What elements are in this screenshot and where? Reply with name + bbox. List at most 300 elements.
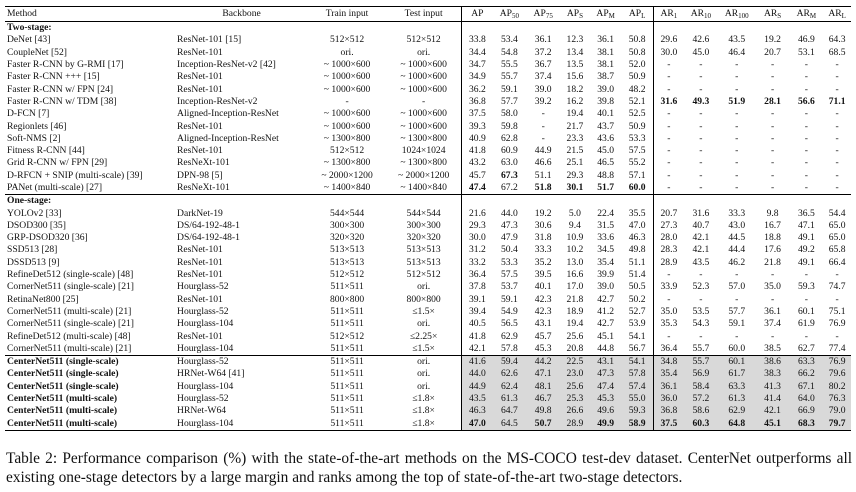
table-row — [5, 368, 851, 380]
results-table-container — [5, 6, 851, 431]
metric-cell: - — [835, 108, 839, 120]
backbone-cell: Hourglass-104 — [177, 318, 234, 330]
test-input-cell: ~ 1300×800 — [400, 157, 447, 169]
metric-cell: 62.4 — [492, 381, 526, 393]
metric-cell: 42.1 — [756, 405, 790, 417]
train-input-cell: ~ 1000×600 — [323, 108, 371, 120]
column-header: Backbone — [175, 7, 308, 22]
metric-cell: 39.5 — [534, 269, 552, 281]
test-input-cell: 320×320 — [406, 232, 441, 244]
table-body — [5, 22, 851, 431]
metric-cell: 56.9 — [684, 368, 718, 380]
metric-cell: 49.8 — [526, 405, 560, 417]
train-input-cell: 511×511 — [330, 393, 364, 405]
table-row — [5, 232, 851, 244]
metric-cell: 21.7 — [566, 120, 584, 132]
metric-cell: 37.5 — [462, 108, 493, 120]
train-input-cell: ~ 1000×600 — [323, 120, 371, 132]
metric-cell: - — [804, 293, 808, 305]
metric-cell: 28.3 — [653, 244, 684, 256]
metric-cell: 17.6 — [764, 244, 781, 256]
metric-cell: 20.7 — [653, 207, 684, 219]
metric-cell: - — [653, 294, 684, 306]
metric-cell: 57.8 — [500, 342, 518, 354]
metric-cell: 56.5 — [500, 318, 518, 330]
metric-cell: - — [699, 157, 703, 169]
column-header: $AP_L$ — [622, 7, 654, 22]
metric-cell: 42.3 — [534, 293, 552, 305]
metric-cell: 13.5 — [566, 59, 584, 71]
metric-cell: 63.0 — [500, 157, 518, 169]
metric-cell: 47.0 — [462, 418, 493, 431]
backbone-cell: HRNet-W64 [41] — [177, 368, 245, 380]
train-input-cell: 512×512 — [329, 269, 365, 281]
metric-cell: - — [541, 120, 545, 132]
metric-cell: - — [653, 120, 684, 132]
metric-cell: - — [699, 83, 703, 95]
metric-cell: 20.8 — [566, 342, 584, 354]
backbone-cell: Hourglass-52 — [177, 305, 229, 317]
metric-cell: 28.1 — [764, 95, 781, 107]
metric-cell: 44.0 — [462, 368, 493, 380]
metric-cell: 57.7 — [728, 305, 746, 317]
method-cell: RetinaNet800 [25] — [7, 293, 79, 305]
backbone-cell: Hourglass-52 — [175, 356, 308, 369]
metric-cell: 46.6 — [534, 157, 552, 169]
metric-cell: 55.2 — [628, 157, 646, 169]
backbone-cell: Hourglass-104 — [177, 380, 234, 392]
metric-cell: 45.7 — [534, 330, 552, 342]
metric-cell: 47.4 — [462, 182, 493, 195]
metric-cell: 61.7 — [718, 368, 756, 380]
metric-cell: 52.7 — [628, 305, 646, 317]
metric-cell: 43.0 — [728, 219, 746, 231]
column-header: Test input — [386, 7, 462, 22]
train-input-cell: 511×511 — [330, 318, 364, 330]
metric-cell: 55.5 — [500, 59, 518, 71]
metric-cell: 67.3 — [500, 169, 518, 181]
metric-cell: 58.4 — [684, 381, 718, 393]
table-row — [5, 393, 851, 405]
metric-cell: - — [770, 330, 775, 342]
metric-cell: 44.2 — [526, 356, 560, 369]
test-input-cell: ~ 1400×840 — [400, 182, 447, 193]
metric-cell: 9.8 — [766, 207, 779, 219]
backbone-cell: Hourglass-52 — [177, 281, 229, 293]
column-header: Method — [5, 7, 175, 22]
metric-cell: 33.8 — [462, 34, 493, 46]
metric-cell: 40.1 — [597, 108, 615, 120]
metric-cell: - — [804, 59, 808, 71]
backbone-cell: HRNet-W64 — [177, 405, 227, 417]
metric-cell: 29.6 — [653, 34, 684, 46]
metric-cell: 21.8 — [566, 293, 584, 305]
method-cell: Faster R-CNN w/ TDM [38] — [7, 95, 117, 107]
method-cell: CenterNet511 (single-scale) — [7, 368, 119, 380]
table-row — [5, 269, 851, 281]
empty-cell — [789, 22, 823, 35]
metric-cell: 10.9 — [566, 232, 584, 244]
metric-cell: - — [770, 59, 775, 71]
table-row — [5, 257, 851, 269]
metric-cell: 18.9 — [566, 305, 584, 317]
metric-cell: 57.7 — [500, 95, 518, 107]
metric-cell: 59.4 — [492, 356, 526, 369]
table-row — [5, 108, 851, 120]
metric-cell: - — [653, 71, 684, 83]
train-input-cell: 512×512 — [329, 34, 365, 46]
section-title: Two-stage: — [7, 22, 52, 34]
metric-cell: 44.9 — [462, 381, 493, 393]
table-row — [5, 220, 851, 232]
metric-cell: 49.2 — [797, 244, 815, 256]
train-input-cell: ~ 1300×800 — [323, 132, 371, 144]
metric-cell: 59.3 — [622, 405, 654, 417]
test-input-cell: ~ 2000×1200 — [397, 169, 450, 181]
metric-cell: 41.8 — [462, 330, 493, 342]
method-cell: CoupleNet [52] — [7, 46, 67, 58]
metric-cell: 38.1 — [597, 46, 615, 58]
metric-cell: 33.2 — [462, 257, 493, 269]
metric-cell: 60.1 — [718, 356, 756, 369]
metric-cell: - — [835, 157, 839, 169]
metric-cell: 22.4 — [597, 207, 615, 219]
metric-cell: 42.1 — [462, 343, 493, 356]
column-header: Train input — [308, 7, 386, 22]
metric-cell: - — [653, 83, 684, 95]
metric-cell: 17.0 — [566, 281, 584, 293]
empty-cell — [462, 22, 493, 35]
metric-cell: 61.9 — [797, 318, 815, 330]
metric-cell: - — [804, 182, 808, 193]
test-input-cell: ~ 1000×600 — [400, 108, 447, 120]
metric-cell: - — [835, 83, 839, 95]
train-input-cell: 511×511 — [308, 356, 386, 369]
backbone-cell: Inception-ResNet-v2 — [177, 95, 258, 107]
metric-cell: 39.3 — [462, 120, 493, 132]
metric-cell: 33.6 — [597, 232, 615, 244]
metric-cell: - — [804, 330, 808, 342]
method-cell: CornerNet511 (multi-scale) [21] — [7, 342, 132, 354]
metric-cell: 36.1 — [653, 381, 684, 393]
metric-cell: 51.1 — [628, 256, 646, 268]
table-row — [5, 405, 851, 417]
metric-cell: 68.3 — [789, 418, 823, 431]
metric-cell: 16.2 — [566, 95, 584, 107]
metric-cell: 45.0 — [692, 46, 710, 58]
table-row — [5, 306, 851, 318]
method-cell: Soft-NMS [2] — [7, 132, 61, 144]
metric-cell: - — [541, 132, 545, 144]
backbone-cell: Aligned-Inception-ResNet — [177, 108, 279, 120]
metric-cell: 42.3 — [534, 305, 552, 317]
column-header: $AP_{75}$ — [526, 7, 560, 22]
metric-cell: 36.1 — [597, 34, 615, 46]
column-header: $AR_S$ — [756, 7, 790, 22]
metric-cell: 31.6 — [653, 96, 684, 108]
metric-cell: 45.7 — [462, 170, 493, 182]
metric-cell: 71.1 — [828, 95, 846, 107]
empty-cell — [590, 195, 622, 208]
metric-cell: 45.0 — [597, 145, 615, 157]
metric-cell: 56.7 — [628, 342, 646, 354]
metric-cell: 37.5 — [653, 418, 684, 431]
column-header: AP — [462, 7, 493, 22]
metric-cell: 60.0 — [728, 342, 746, 354]
train-input-cell: 511×511 — [308, 418, 386, 431]
method-cell: SSD513 [28] — [7, 244, 58, 256]
metric-cell: 58.0 — [500, 108, 518, 120]
metric-cell: 33.9 — [653, 281, 684, 293]
metric-cell: 59.8 — [500, 120, 518, 132]
metric-cell: - — [804, 145, 808, 157]
method-cell: DeNet [43] — [7, 34, 51, 46]
test-input-cell: ~ 1000×600 — [400, 71, 447, 83]
metric-cell: 25.6 — [560, 381, 590, 393]
train-input-cell: 544×544 — [329, 207, 365, 219]
metric-cell: - — [653, 330, 684, 342]
empty-cell — [492, 195, 526, 208]
backbone-cell: ResNet-101 — [177, 145, 223, 157]
metric-cell: 41.8 — [462, 145, 493, 157]
table-row — [5, 418, 851, 431]
metric-cell: 46.3 — [628, 232, 646, 244]
backbone-cell: DS/64-192-48-1 — [177, 232, 240, 244]
backbone-cell: ResNeXt-101 — [177, 157, 230, 169]
metric-cell: 30.6 — [534, 219, 552, 231]
metric-cell: 31.8 — [534, 232, 552, 244]
metric-cell: - — [835, 182, 839, 193]
metric-cell: 45.1 — [597, 330, 615, 342]
metric-cell: 51.4 — [628, 269, 646, 281]
metric-cell: 52.5 — [628, 108, 646, 120]
test-input-cell: 800×800 — [406, 293, 441, 305]
empty-cell — [789, 195, 823, 208]
table-row — [5, 47, 851, 59]
metric-cell: 28.0 — [653, 232, 684, 244]
table-row — [5, 96, 851, 108]
metric-cell: 31.6 — [692, 207, 710, 219]
metric-cell: - — [699, 132, 703, 144]
metric-cell: 36.2 — [462, 83, 493, 95]
metric-cell: - — [699, 182, 703, 193]
table-row — [5, 294, 851, 306]
metric-cell: - — [735, 145, 739, 157]
column-header: $AR_M$ — [789, 7, 823, 22]
metric-cell: 47.3 — [590, 368, 622, 380]
table-row — [5, 59, 851, 71]
train-input-cell: 512×512 — [329, 145, 365, 157]
metric-cell: 15.6 — [566, 71, 584, 83]
metric-cell: 43.1 — [590, 356, 622, 369]
metric-cell: 63.3 — [789, 356, 823, 369]
test-input-cell: 512×512 — [406, 269, 441, 281]
metric-cell: 34.9 — [462, 71, 493, 83]
metric-cell: 51.7 — [597, 182, 615, 193]
metric-cell: 30.0 — [462, 232, 493, 244]
train-input-cell: 511×511 — [330, 380, 364, 392]
train-input-cell: 513×513 — [329, 244, 365, 256]
empty-cell — [462, 195, 493, 208]
method-cell: DSOD300 [35] — [7, 219, 66, 231]
metric-cell: 55.0 — [622, 393, 654, 405]
metric-cell: 57.5 — [500, 269, 518, 281]
metric-cell: 36.4 — [653, 343, 684, 356]
train-input-cell: ori. — [340, 46, 354, 58]
train-input-cell: 512×512 — [329, 330, 365, 342]
metric-cell: 62.9 — [718, 405, 756, 417]
metric-cell: 66.9 — [789, 405, 823, 417]
metric-cell: - — [735, 108, 739, 120]
metric-cell: 20.7 — [764, 46, 781, 58]
metric-cell: 40.1 — [534, 281, 552, 293]
section-title: One-stage: — [5, 195, 462, 208]
metric-cell: 50.8 — [628, 46, 646, 58]
method-cell: D-RFCN + SNIP (multi-scale) [39] — [7, 169, 143, 181]
metric-cell: 13.0 — [566, 256, 584, 268]
table-row — [5, 343, 851, 356]
metric-cell: 58.9 — [622, 418, 654, 431]
method-cell: CornerNet511 (single-scale) [21] — [7, 281, 134, 293]
method-cell: CenterNet511 (single-scale) — [5, 356, 175, 369]
table-row — [5, 330, 851, 342]
metric-cell: 59.1 — [500, 83, 518, 95]
train-input-cell: - — [345, 95, 349, 107]
empty-cell — [718, 22, 756, 35]
metric-cell: 10.2 — [566, 244, 584, 256]
metric-cell: 45.3 — [534, 342, 552, 354]
method-cell: RefineDet512 (multi-scale) [48] — [7, 330, 131, 342]
train-input-cell: 511×511 — [330, 281, 364, 293]
metric-cell: 19.2 — [534, 207, 552, 219]
metric-cell: 49.1 — [797, 232, 815, 244]
metric-cell: - — [804, 132, 808, 144]
train-input-cell: ~ 1000×600 — [323, 83, 371, 95]
metric-cell: 49.3 — [692, 95, 710, 107]
metric-cell: 34.5 — [597, 244, 615, 256]
metric-cell: - — [770, 145, 775, 157]
metric-cell: 65.0 — [828, 219, 846, 231]
metric-cell: 35.2 — [534, 256, 552, 268]
metric-cell: 57.8 — [622, 368, 654, 380]
metric-cell: - — [735, 169, 739, 181]
metric-cell: 34.7 — [462, 59, 493, 71]
metric-cell: 36.1 — [534, 34, 552, 46]
method-cell: CornerNet511 (multi-scale) [21] — [7, 305, 132, 317]
metric-cell: 37.2 — [534, 46, 552, 58]
empty-cell — [560, 195, 590, 208]
table-row — [5, 207, 851, 219]
metric-cell: 29.3 — [566, 169, 584, 181]
metric-cell: 47.1 — [797, 219, 815, 231]
metric-cell: 39.0 — [597, 281, 615, 293]
metric-cell: 39.0 — [534, 83, 552, 95]
metric-cell: 41.3 — [756, 381, 790, 393]
empty-cell — [622, 195, 654, 208]
metric-cell: 50.4 — [500, 244, 518, 256]
metric-cell: 50.5 — [628, 281, 646, 293]
metric-cell: 21.6 — [462, 207, 493, 219]
metric-cell: 48.8 — [597, 169, 615, 181]
metric-cell: 28.9 — [653, 257, 684, 269]
metric-cell: 38.5 — [764, 342, 781, 354]
metric-cell: 55.7 — [684, 356, 718, 369]
metric-cell: 39.9 — [597, 269, 615, 281]
empty-cell — [684, 195, 718, 208]
metric-cell: 19.4 — [566, 318, 584, 330]
metric-cell: 54.3 — [692, 318, 710, 330]
metric-cell: 43.5 — [692, 256, 710, 268]
metric-cell: 74.7 — [828, 281, 846, 293]
backbone-cell: Hourglass-52 — [177, 393, 229, 405]
column-header: $AR_{100}$ — [718, 7, 756, 22]
column-header: $AP_M$ — [590, 7, 622, 22]
metric-cell: - — [804, 120, 808, 132]
metric-cell: 66.2 — [789, 368, 823, 380]
table-row — [5, 120, 851, 132]
metric-cell: 60.9 — [500, 145, 518, 157]
metric-cell: 59.1 — [728, 318, 746, 330]
metric-cell: 53.7 — [500, 281, 518, 293]
metric-cell: 23.3 — [566, 132, 584, 144]
table-row — [5, 133, 851, 145]
metric-cell: 65.8 — [828, 244, 846, 256]
empty-cell — [823, 195, 851, 208]
metric-cell: 59.1 — [500, 293, 518, 305]
train-input-cell: ~ 1000×600 — [323, 59, 371, 71]
metric-cell: - — [699, 120, 703, 132]
metric-cell: 16.6 — [566, 269, 584, 281]
metric-cell: 47.0 — [628, 219, 646, 231]
table-row — [5, 281, 851, 293]
metric-cell: 33.3 — [728, 207, 746, 219]
metric-cell: 40.5 — [462, 318, 493, 330]
backbone-cell: Hourglass-104 — [177, 342, 234, 354]
metric-cell: - — [735, 157, 739, 169]
metric-cell: 25.3 — [560, 393, 590, 405]
metric-cell: 60.3 — [684, 418, 718, 431]
method-cell: CenterNet511 (multi-scale) — [7, 405, 118, 417]
backbone-cell: ResNet-101 — [177, 46, 223, 58]
test-input-cell: 512×512 — [406, 34, 441, 46]
method-cell: D-FCN [7] — [7, 108, 50, 120]
test-input-cell: ori. — [417, 281, 431, 293]
backbone-cell: ResNeXt-101 — [177, 182, 230, 193]
metric-cell: 46.3 — [462, 405, 493, 417]
metric-cell: 47.3 — [500, 219, 518, 231]
test-input-cell: ~ 1300×800 — [400, 132, 447, 144]
metric-cell: 64.3 — [828, 34, 846, 46]
metric-cell: 19.2 — [764, 34, 781, 46]
metric-cell: 79.6 — [823, 368, 851, 380]
metric-cell: - — [653, 59, 684, 71]
metric-cell: 53.4 — [500, 34, 518, 46]
column-header: $AP_S$ — [560, 7, 590, 22]
backbone-cell: ResNet-101 — [177, 120, 223, 132]
metric-cell: 53.3 — [628, 132, 646, 144]
metric-cell: 31.2 — [462, 244, 493, 256]
backbone-cell: ResNet-101 — [177, 256, 223, 268]
metric-cell: - — [735, 132, 739, 144]
metric-cell: 49.1 — [797, 256, 815, 268]
metric-cell: 36.5 — [797, 207, 815, 219]
metric-cell: - — [735, 120, 739, 132]
table-header-row — [5, 7, 851, 22]
metric-cell: 41.4 — [756, 393, 790, 405]
metric-cell: 47.9 — [500, 232, 518, 244]
table-caption: Table 2: Performance comparison (%) with the state-of-the-art methods on the MS-COCO test-dev dataset. CenterNet outperforms all existing one-stage detectors by a large margin and ranks among the top of state-of-the-art two-stage detectors. — [6, 450, 852, 486]
metric-cell: 5.0 — [568, 207, 581, 219]
